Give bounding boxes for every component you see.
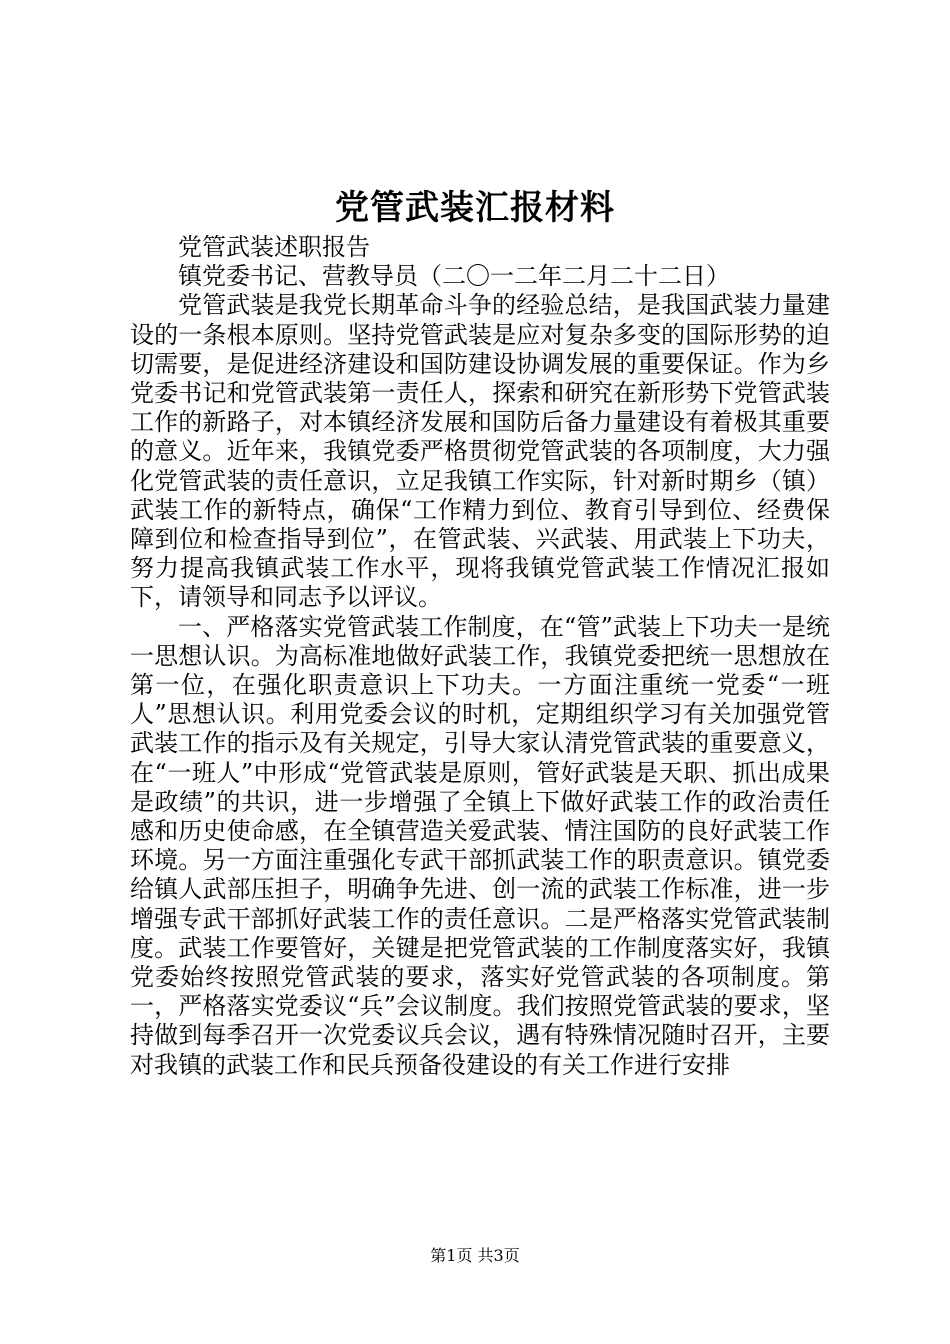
body-paragraph-section-one: 一、严格落实党管武装工作制度，在“管”武装上下功夫一是统一思想认识。为高标准地做好武装工作，我镇党委把统一思想放在第一位，在强化职责意识上下功夫。一方面注重统一党委“一班人”思想认识。利用党委会议的时机，定期组织学习有关加强党管武装工作的指示及有关规定，引导大家认清党管武装的重要意义，在“一班人”中形成“党管武装是原则，管好武装是天职、抓出成果是政绩”的共识，进一步增强了全镇上下做好武装工作的政治责任感和历史使命感，在全镇营造关爱武装、情注国防的良好武装工作环境。另一方面注重强化专武干部抓武装工作的职责意识。镇党委给镇人武部压担子，明确争先进、创一流的武装工作标准，进一步增强专武干部抓好武装工作的责任意识。二是严格落实党管武装制度。武装工作要管好，关键是把党管武装的工作制度落实好，我镇党委始终按照党管武装的要求，落实好党管武装的各项制度。第一，严格落实党委议“兵”会议制度。我们按照党管武装的要求，坚持做到每季召开一次党委议兵会议，遇有特殊情况随时召开，主要对我镇的武装工作和民兵预备役建设的有关工作进行安排 bbox=[130, 612, 830, 1079]
report-subtitle: 党管武装述职报告 bbox=[178, 233, 370, 261]
page-footer: 第1页 共3页 bbox=[430, 1246, 520, 1265]
document-title: 党管武装汇报材料 bbox=[335, 188, 615, 228]
author-line: 镇党委书记、营教导员（二〇一二年二月二十二日） bbox=[178, 262, 730, 291]
body-paragraph-intro: 党管武装是我党长期革命斗争的经验总结，是我国武装力量建设的一条根本原则。坚持党管武装是应对复杂多变的国际形势的迫切需要，是促进经济建设和国防建设协调发展的重要保证。作为乡党委书记和党管武装第一责任人，探索和研究在新形势下党管武装工作的新路子，对本镇经济发展和国防后备力量建设有着极其重要的意义。近年来，我镇党委严格贯彻党管武装的各项制度，大力强化党管武装的责任意识，立足我镇工作实际，针对新时期乡（镇）武装工作的新特点，确保“工作精力到位、教育引导到位、经费保障到位和检查指导到位”，在管武装、兴武装、用武装上下功夫，努力提高我镇武装工作水平，现将我镇党管武装工作情况汇报如下，请领导和同志予以评议。 bbox=[130, 291, 830, 612]
document-body bbox=[130, 233, 830, 1080]
